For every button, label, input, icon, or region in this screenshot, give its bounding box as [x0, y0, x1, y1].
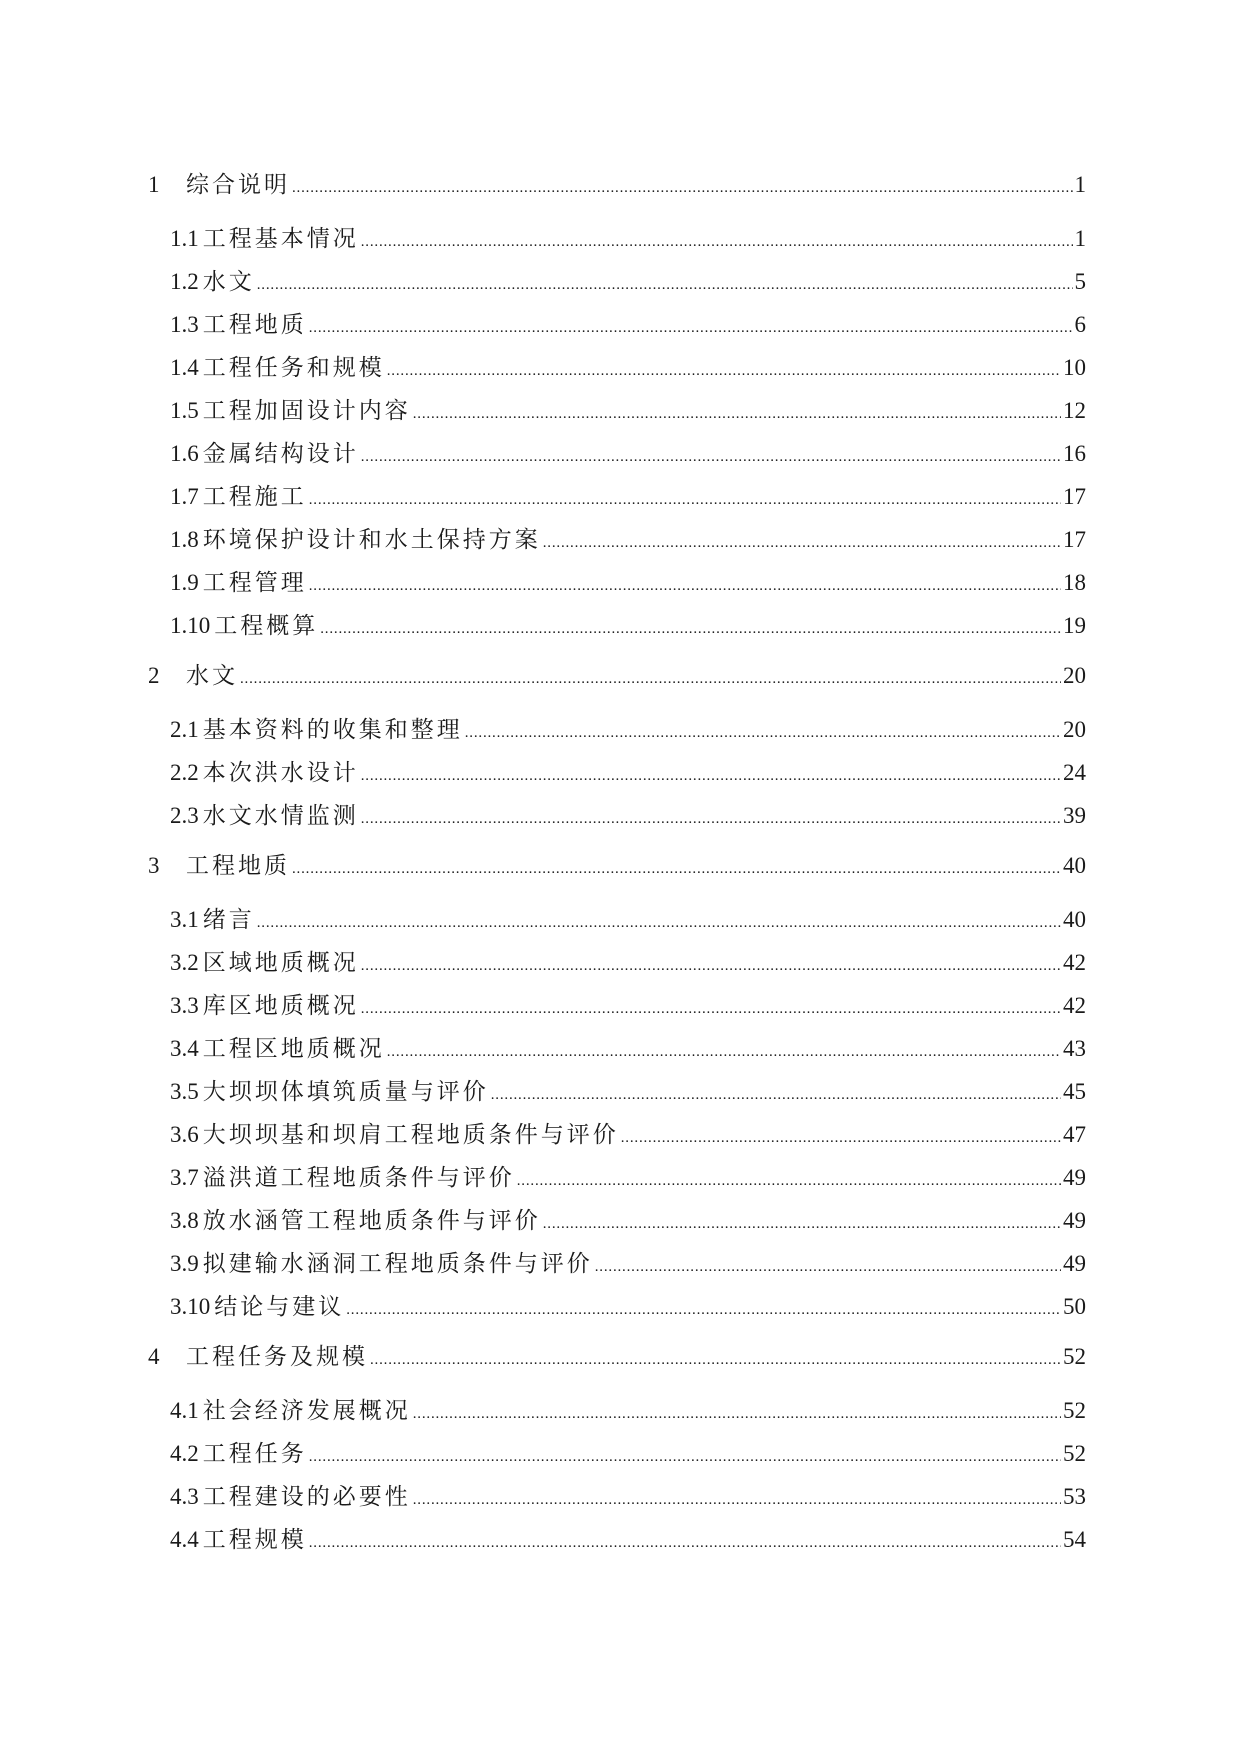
toc-entry-number: 1.4	[170, 355, 199, 380]
table-of-contents	[148, 168, 1086, 1557]
toc-entry-number: 1.10	[170, 613, 211, 638]
toc-entry-title: 结论与建议	[214, 1294, 345, 1319]
toc-section-entry[interactable]	[148, 756, 1086, 790]
toc-chapter-entry[interactable]	[148, 659, 1086, 693]
toc-entry-title: 本次洪水设计	[202, 760, 359, 785]
toc-entry-title: 社会经济发展概况	[202, 1398, 411, 1423]
toc-page-number: 17	[1063, 484, 1086, 509]
toc-dot-leader	[595, 1250, 1061, 1284]
toc-entry-number: 1.7	[170, 484, 199, 509]
toc-entry-title: 工程地质	[202, 312, 307, 337]
toc-entry-title: 区域地质概况	[202, 950, 359, 975]
toc-section-entry[interactable]	[148, 566, 1086, 600]
toc-entry-number: 3.6	[170, 1122, 199, 1147]
toc-entry-title: 工程建设的必要性	[202, 1484, 411, 1509]
toc-page-number: 6	[1074, 312, 1086, 337]
toc-dot-leader	[361, 992, 1061, 1026]
toc-dot-leader	[309, 1440, 1061, 1474]
toc-section-entry[interactable]	[148, 713, 1086, 747]
toc-entry-title: 放水涵管工程地质条件与评价	[202, 1208, 541, 1233]
toc-page-number: 43	[1063, 1036, 1086, 1061]
toc-entry-title: 水文	[186, 663, 238, 688]
toc-page-number: 20	[1063, 663, 1086, 688]
toc-entry-number: 2.3	[170, 803, 199, 828]
toc-section-entry[interactable]	[148, 946, 1086, 980]
toc-page-number: 24	[1063, 760, 1086, 785]
toc-entry-title: 综合说明	[186, 172, 290, 197]
toc-chapter-entry[interactable]	[148, 168, 1086, 202]
toc-page-number: 49	[1063, 1208, 1086, 1233]
toc-entry-number: 3.7	[170, 1165, 199, 1190]
toc-chapter-entry[interactable]	[148, 1340, 1086, 1374]
toc-entry-number: 3.8	[170, 1208, 199, 1233]
toc-entry-number: 1.6	[170, 441, 199, 466]
toc-entry-title: 大坝坝基和坝肩工程地质条件与评价	[202, 1122, 619, 1147]
toc-page-number: 49	[1063, 1251, 1086, 1276]
toc-entry-title: 基本资料的收集和整理	[202, 717, 463, 742]
toc-page-number: 50	[1063, 1294, 1086, 1319]
toc-entry-number: 1.5	[170, 398, 199, 423]
toc-page-number: 49	[1063, 1165, 1086, 1190]
toc-entry-number: 2.2	[170, 760, 199, 785]
toc-page-number: 40	[1063, 907, 1086, 932]
toc-entry-title: 水文	[202, 269, 255, 294]
toc-dot-leader	[361, 440, 1061, 474]
toc-section-entry[interactable]	[148, 480, 1086, 514]
toc-entry-title: 工程基本情况	[202, 226, 359, 251]
toc-dot-leader	[292, 852, 1061, 886]
toc-section-entry[interactable]	[148, 903, 1086, 937]
toc-entry-number: 4.1	[170, 1398, 199, 1423]
toc-page-number: 45	[1063, 1079, 1086, 1104]
toc-dot-leader	[292, 171, 1073, 205]
toc-entry-title: 库区地质概况	[202, 993, 359, 1018]
toc-page-number: 20	[1063, 717, 1086, 742]
toc-page-number: 42	[1063, 950, 1086, 975]
toc-entry-title: 工程任务和规模	[202, 355, 385, 380]
toc-dot-leader	[413, 1483, 1061, 1517]
toc-section-entry[interactable]	[148, 265, 1086, 299]
toc-entry-number: 3.3	[170, 993, 199, 1018]
toc-page-number: 52	[1063, 1398, 1086, 1423]
toc-section-entry[interactable]	[148, 1204, 1086, 1238]
toc-entry-number: 1.1	[170, 226, 199, 251]
toc-entry-title: 溢洪道工程地质条件与评价	[202, 1165, 515, 1190]
toc-entry-title: 绪言	[202, 907, 255, 932]
toc-dot-leader	[413, 397, 1061, 431]
toc-entry-number: 1.9	[170, 570, 199, 595]
toc-section-entry[interactable]	[148, 1437, 1086, 1471]
toc-page-number: 40	[1063, 853, 1086, 878]
toc-entry-number: 1.3	[170, 312, 199, 337]
toc-dot-leader	[543, 1207, 1061, 1241]
toc-section-entry[interactable]	[148, 1247, 1086, 1281]
toc-dot-leader	[257, 268, 1073, 302]
toc-entry-title: 工程施工	[202, 484, 307, 509]
toc-page-number: 54	[1063, 1527, 1086, 1552]
toc-section-entry[interactable]	[148, 1523, 1086, 1557]
toc-entry-number: 3.9	[170, 1251, 199, 1276]
toc-dot-leader	[309, 483, 1061, 517]
toc-dot-leader	[309, 311, 1073, 345]
toc-page-number: 53	[1063, 1484, 1086, 1509]
toc-dot-leader	[240, 662, 1061, 696]
toc-section-entry[interactable]	[148, 523, 1086, 557]
toc-entry-number: 2.1	[170, 717, 199, 742]
toc-dot-leader	[361, 949, 1061, 983]
toc-entry-title: 环境保护设计和水土保持方案	[202, 527, 541, 552]
toc-section-entry[interactable]	[148, 989, 1086, 1023]
toc-section-entry[interactable]	[148, 1480, 1086, 1514]
toc-entry-number: 3.1	[170, 907, 199, 932]
toc-page-number: 10	[1063, 355, 1086, 380]
toc-dot-leader	[320, 612, 1061, 646]
toc-entry-number: 4.4	[170, 1527, 199, 1552]
toc-section-entry[interactable]	[148, 1032, 1086, 1066]
toc-page-number: 17	[1063, 527, 1086, 552]
toc-entry-number: 3.5	[170, 1079, 199, 1104]
toc-dot-leader	[465, 716, 1061, 750]
toc-page-number: 52	[1063, 1441, 1086, 1466]
toc-page-number: 39	[1063, 803, 1086, 828]
toc-entry-title: 工程概算	[214, 613, 319, 638]
toc-dot-leader	[370, 1343, 1061, 1377]
toc-dot-leader	[387, 354, 1061, 388]
toc-entry-title: 拟建输水涵洞工程地质条件与评价	[202, 1251, 593, 1276]
toc-entry-number: 1.2	[170, 269, 199, 294]
toc-entry-title: 工程规模	[202, 1527, 307, 1552]
toc-entry-number: 3.10	[170, 1294, 211, 1319]
toc-dot-leader	[517, 1164, 1061, 1198]
toc-entry-title: 水文水情监测	[202, 803, 359, 828]
toc-entry-title: 工程区地质概况	[202, 1036, 385, 1061]
toc-entry-title: 大坝坝体填筑质量与评价	[202, 1079, 489, 1104]
toc-section-entry[interactable]	[148, 437, 1086, 471]
toc-entry-number: 3.4	[170, 1036, 199, 1061]
toc-dot-leader	[361, 225, 1073, 259]
toc-entry-title: 工程管理	[202, 570, 307, 595]
toc-section-entry[interactable]	[148, 799, 1086, 833]
toc-dot-leader	[387, 1035, 1061, 1069]
toc-dot-leader	[543, 526, 1061, 560]
toc-section-entry[interactable]	[148, 222, 1086, 256]
toc-dot-leader	[621, 1121, 1061, 1155]
toc-dot-leader	[491, 1078, 1061, 1112]
toc-entry-number: 4.3	[170, 1484, 199, 1509]
toc-entry-number: 4	[148, 1344, 160, 1369]
toc-dot-leader	[309, 1526, 1061, 1560]
toc-section-entry[interactable]	[148, 351, 1086, 385]
toc-page-number: 19	[1063, 613, 1086, 638]
toc-page-number: 52	[1063, 1344, 1086, 1369]
toc-section-entry[interactable]	[148, 1161, 1086, 1195]
toc-entry-title: 工程任务	[202, 1441, 307, 1466]
toc-section-entry[interactable]	[148, 1290, 1086, 1324]
toc-entry-number: 3.2	[170, 950, 199, 975]
toc-section-entry[interactable]	[148, 1118, 1086, 1152]
toc-page-number: 18	[1063, 570, 1086, 595]
toc-entry-number: 4.2	[170, 1441, 199, 1466]
toc-dot-leader	[257, 906, 1061, 940]
toc-section-entry[interactable]	[148, 394, 1086, 428]
toc-entry-title: 工程加固设计内容	[202, 398, 411, 423]
toc-chapter-entry[interactable]	[148, 849, 1086, 883]
toc-page-number: 1	[1074, 226, 1086, 251]
toc-page-number: 47	[1063, 1122, 1086, 1147]
toc-dot-leader	[346, 1293, 1061, 1327]
toc-entry-title: 工程任务及规模	[186, 1344, 368, 1369]
toc-section-entry[interactable]	[148, 609, 1086, 643]
toc-section-entry[interactable]	[148, 1394, 1086, 1428]
toc-dot-leader	[361, 802, 1061, 836]
toc-page-number: 5	[1074, 269, 1086, 294]
toc-section-entry[interactable]	[148, 1075, 1086, 1109]
toc-entry-number: 2	[148, 663, 160, 688]
toc-dot-leader	[361, 759, 1061, 793]
toc-section-entry[interactable]	[148, 308, 1086, 342]
toc-page-number: 16	[1063, 441, 1086, 466]
toc-page-number: 42	[1063, 993, 1086, 1018]
toc-entry-number: 1.8	[170, 527, 199, 552]
toc-entry-title: 金属结构设计	[202, 441, 359, 466]
toc-dot-leader	[413, 1397, 1061, 1431]
toc-page-number: 12	[1063, 398, 1086, 423]
toc-dot-leader	[309, 569, 1061, 603]
toc-entry-title: 工程地质	[186, 853, 290, 878]
toc-page-number: 1	[1074, 172, 1086, 197]
toc-entry-number: 1	[148, 172, 160, 197]
toc-entry-number: 3	[148, 853, 160, 878]
